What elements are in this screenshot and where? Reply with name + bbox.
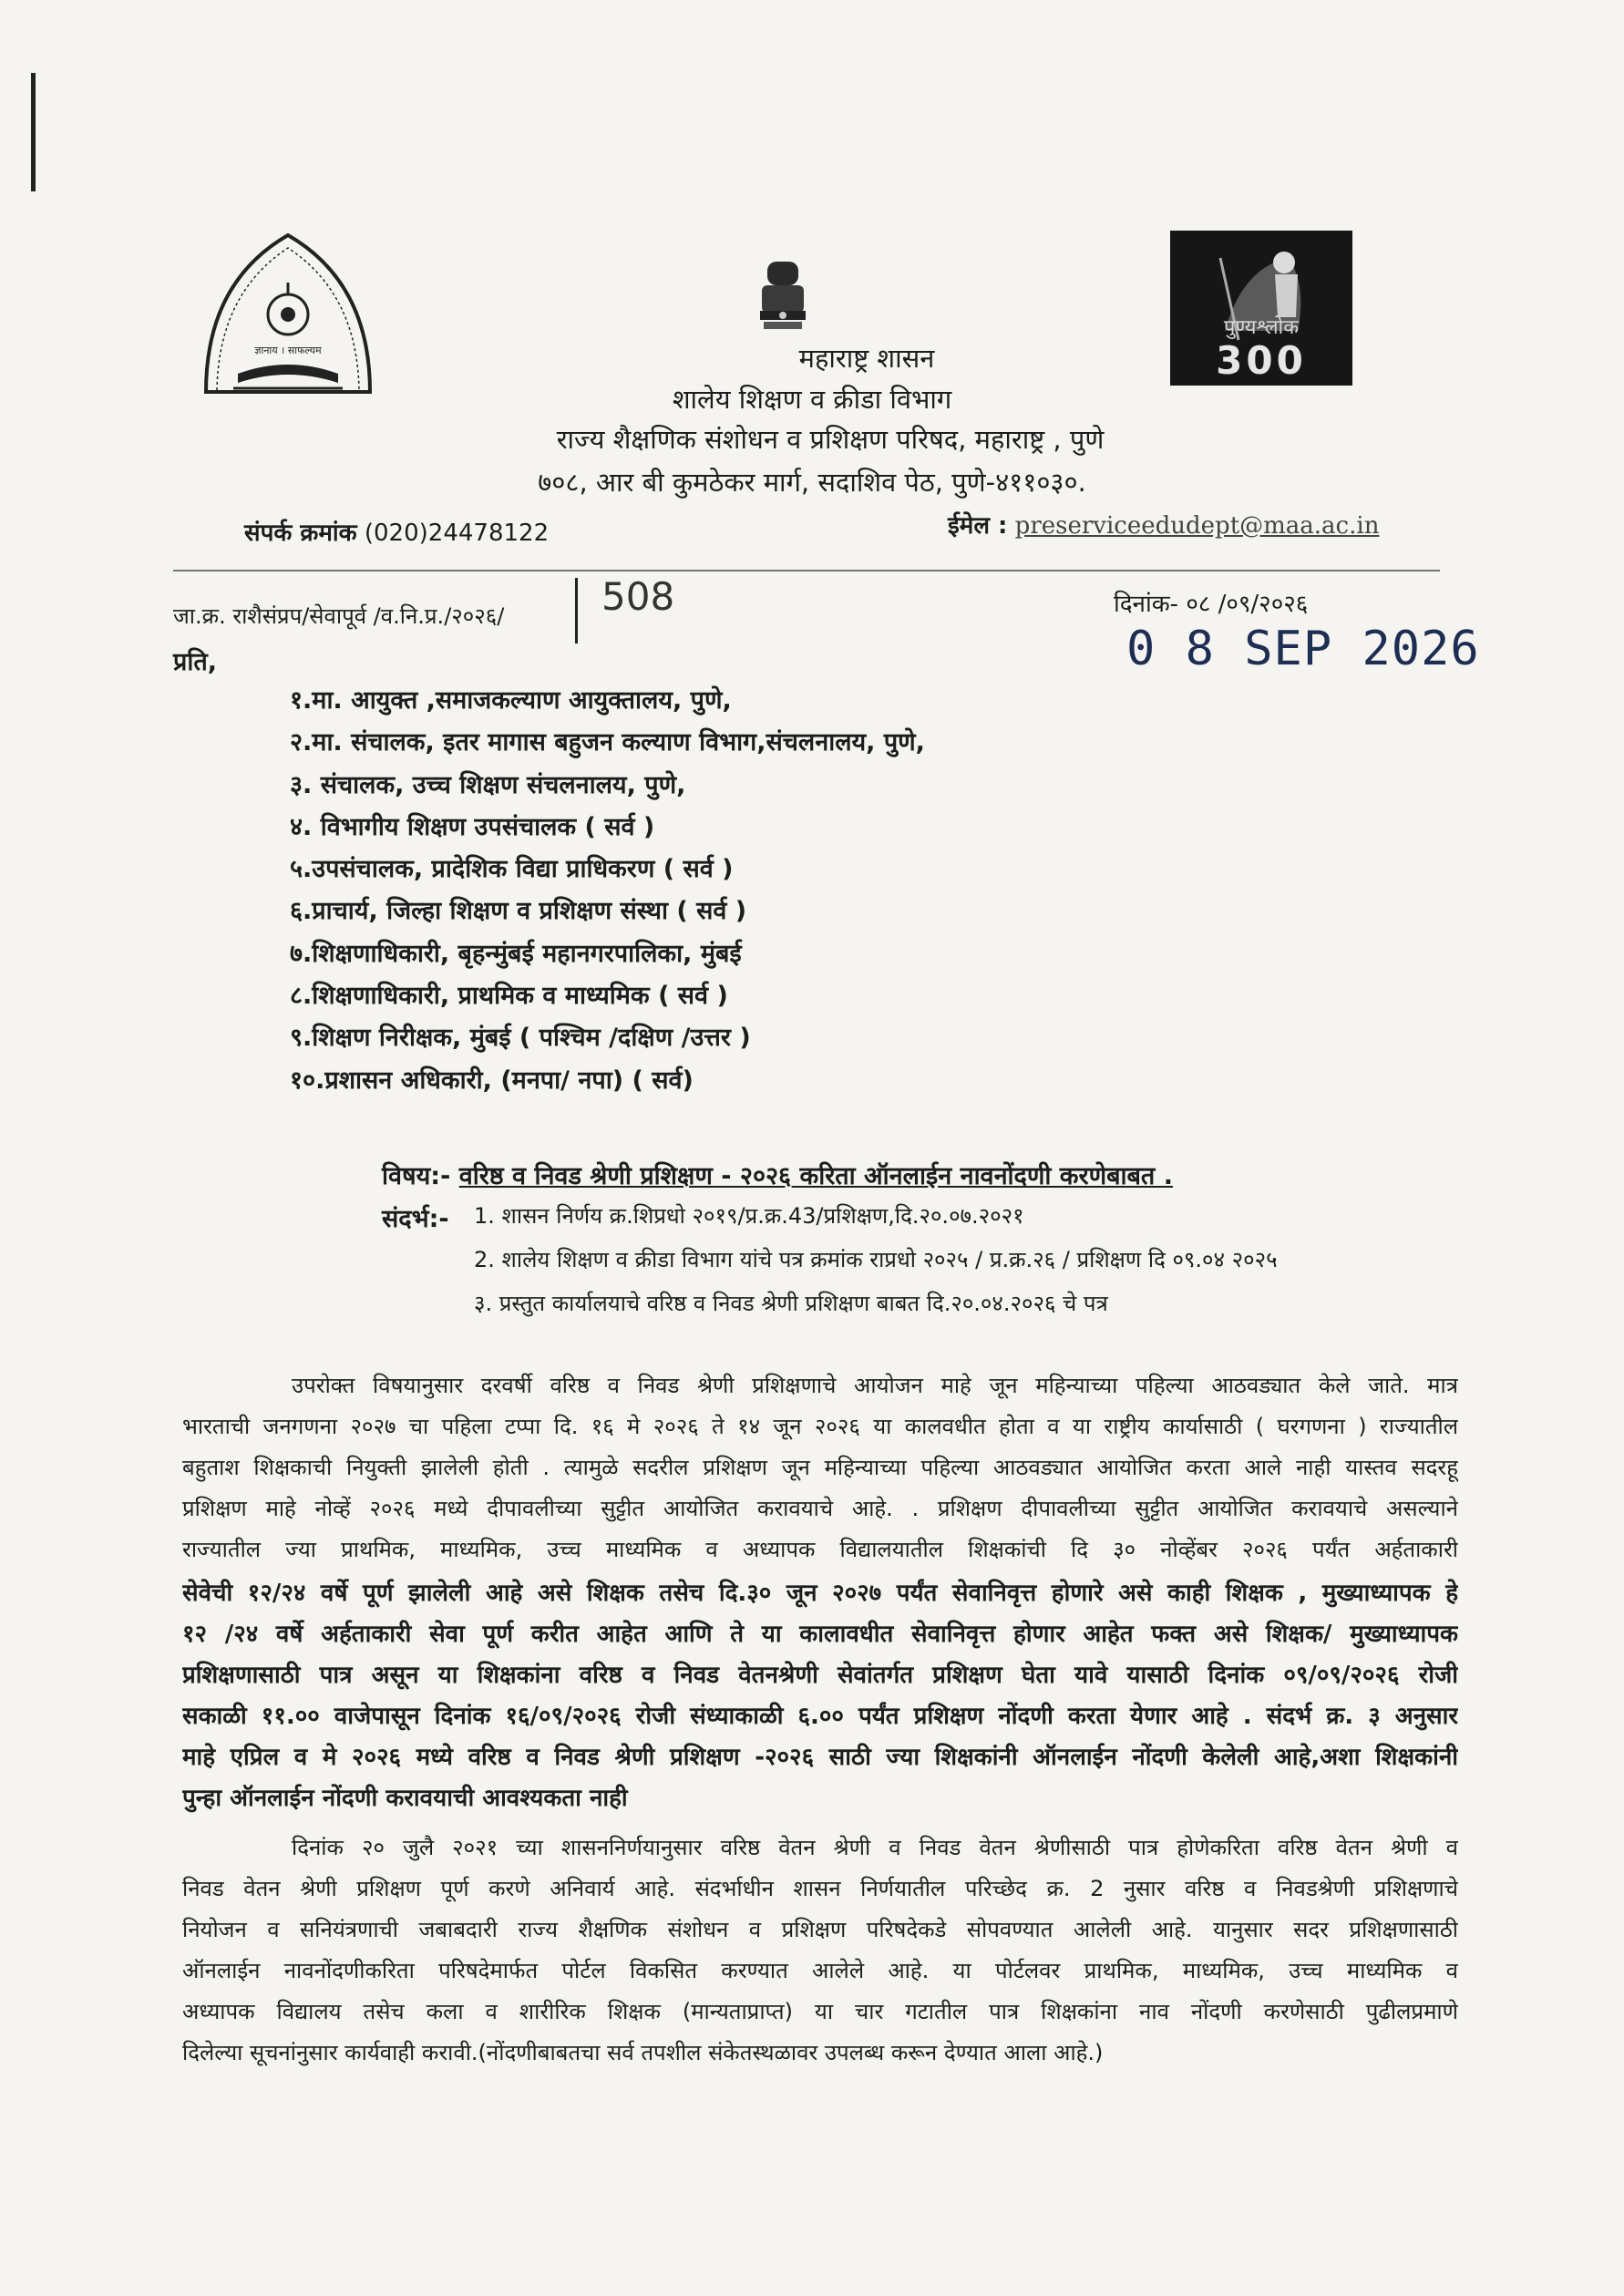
date-stamp: 0 8 SEP 2026 [1126,622,1480,676]
paragraph-line: नियोजन व सनियंत्रणाची जबाबदारी राज्य शैक्षणिक संशोधन व प्रशिक्षण परिषदेकडे सोपवण्यात आलेली आहे. यानुसार सदर प्रशिक्षणासाठी [182,1917,1458,1942]
subject-text: वरिष्ठ व निवड श्रेणी प्रशिक्षण - २०२६ करिता ऑनलाईन नावनोंदणी करणेबाबत . [458,1162,1173,1190]
paragraph-line: भारताची जनगणना २०२७ चा पहिला टप्पा दि. १६ मे २०२६ ते १४ जून २०२६ या कालवधीत होता व या राष्ट्रीय कार्यासाठी ( घरगणना ) राज्यातील [182,1414,1458,1439]
letter-date: दिनांक- ०८ /०९/२०२६ [1114,591,1309,618]
email-info [948,508,1379,541]
anniversary-logo-number: 300 [1216,338,1307,383]
header-divider [173,570,1440,571]
paragraph-line: उपरोक्त विषयानुसार दरवर्षी वरिष्ठ व निवड श्रेणी प्रशिक्षणाचे आयोजन माहे जून महिन्याच्या पहिल्या आठवड्यात केले जाते. मात्र [292,1373,1458,1398]
body-paragraph-2 [182,1832,1458,2078]
reference-item: 1. शासन निर्णय क्र.शिप्रधो २०१९/प्र.क्र.43/प्रशिक्षण,दि.२०.०७.२०२१ [474,1203,1024,1229]
paragraph-line: निवड वेतन श्रेणी प्रशिक्षण पूर्ण करणे अनिवार्य आहे. संदर्भाधीन शासन निर्णयातील परिच्छेद क्र. 2 नुसार वरिष्ठ व निवडश्रेणी प्रशिक्षणाचे [182,1876,1458,1901]
recipient-item: ९.शिक्षण निरीक्षक, मुंबई ( पश्चिम /दक्षिण /उत्तर ) [290,1024,751,1053]
recipient-item: १०.प्रशासन अधिकारी, (मनपा/ नपा) ( सर्व) [290,1066,694,1095]
govt-name: महाराष्ट्र शासन [798,343,935,374]
anniversary-logo-text: पुण्यश्लोक [1223,316,1300,339]
national-emblem-icon [755,258,811,335]
contact-number: (020)24478122 [364,520,550,547]
reference-item: 2. शालेय शिक्षण व क्रीडा विभाग यांचे पत्र क्रमांक राप्रधो २०२५ / प्र.क्र.२६ / प्रशिक्षण दि ०९.०४ २०२५ [474,1247,1278,1272]
office-address: ७०८, आर बी कुमठेकर मार्ग, सदाशिव पेठ, पुणे-४११०३०. [538,467,1086,498]
references-label: संदर्भ:- [382,1205,449,1233]
council-name: राज्य शैक्षणिक संशोधन व प्रशिक्षण परिषद, महाराष्ट्र , पुणे [556,424,1105,455]
reference-item: ३. प्रस्तुत कार्यालयाचे वरिष्ठ व निवड श्रेणी प्रशिक्षण बाबत दि.२०.०४.२०२६ चे पत्र [474,1291,1108,1316]
references-list [474,1200,1278,1332]
subject-line [382,1158,1173,1191]
paragraph-line: सेवेची १२/२४ वर्षे पूर्ण झालेली आहे असे शिक्षक तसेच दि.३० जून २०२७ पर्यंत सेवानिवृत्त होणारे असे काही शिक्षक , मुख्याध्यापक हे [182,1580,1458,1607]
body-paragraph-1 [182,1370,1458,1821]
paragraph-line: दिनांक २० जुलै २०२१ च्या शासननिर्णयानुसार वरिष्ठ वेतन श्रेणी व निवड वेतन श्रेणीसाठी पात्र होणेकरिता वरिष्ठ वेतन श्रेणी व [292,1835,1458,1860]
paragraph-line: राज्यातील ज्या प्राथमिक, माध्यमिक, उच्च माध्यमिक व अध्यापक विद्यालयातील शिक्षकांची दि ३० नोव्हेंबर २०२६ पर्यंत अर्हताकारी [182,1537,1458,1562]
email-label: ईमेल : [948,512,1008,540]
margin-mark [31,73,36,191]
paragraph-line: पुन्हा ऑनलाईन नोंदणी करावयाची आवश्यकता नाही [182,1785,628,1812]
recipient-item: २.मा. संचालक, इतर मागास बहुजन कल्याण विभाग,संचलनालय, पुणे, [290,728,925,757]
handwritten-ref-number: 508 [601,574,675,619]
email-address-link[interactable]: preserviceedudept@maa.ac.in [1014,512,1380,540]
recipient-item: ४. विभागीय शिक्षण उपसंचालक ( सर्व ) [290,812,655,841]
paragraph-line: प्रशिक्षणासाठी पात्र असून या शिक्षकांना वरिष्ठ व निवड वेतनश्रेणी सेवांतर्गत प्रशिक्षण घेता यावे यासाठी दिनांक ०९/०९/२०२६ रोजी [182,1662,1458,1689]
paragraph-line: ऑनलाईन नावनोंदणीकरिता परिषदेमार्फत पोर्टल विकसित करण्यात आलेले आहे. या पोर्टलवर प्राथमिक, माध्यमिक, उच्च माध्यमिक व [182,1958,1458,1983]
contact-info [244,515,549,548]
recipient-item: ३. संचालक, उच्च शिक्षण संचलनालय, पुणे, [290,770,686,799]
paragraph-line: दिलेल्या सूचनांनुसार कार्यवाही करावी.(नोंदणीबाबतचा सर्व तपशील संकेतस्थळावर उपलब्ध करून देण्यात आला आहे.) [182,2040,1104,2065]
seal-caption: ज्ञानाय । साफल्यम [254,345,322,356]
paragraph-line: १२ /२४ वर्षे अर्हताकारी सेवा पूर्ण करीत आहेत आणि ते या कालावधीत सेवानिवृत्त होणार आहेत फक्त असे शिक्षक/ मुख्याध्यापक [182,1621,1458,1648]
recipient-item: ५.उपसंचालक, प्रादेशिक विद्या प्राधिकरण ( सर्व ) [290,855,734,884]
paragraph-line: बहुताश शिक्षकाची नियुक्ती झालेली होती . त्यामुळे सदरील प्रशिक्षण जून महिन्याच्या पहिल्या आठवड्यात आयोजित करता आले नाही यास्तव सदरहू [182,1455,1458,1480]
paragraph-line: अध्यापक विद्यालय तसेच कला व शारीरिक शिक्षक (मान्यताप्राप्त) या चार गटातील पात्र शिक्षकांना नाव नोंदणी करणेसाठी पुढीलप्रमाणे [182,1999,1458,2024]
salutation: प्रति, [173,648,218,676]
recipient-item: १.मा. आयुक्त ,समाजकल्याण आयुक्तालय, पुणे, [290,686,732,715]
recipient-item: ७.शिक्षणाधिकारी, बृहन्मुंबई महानगरपालिका, मुंबई [290,939,742,968]
paragraph-line: माहे एप्रिल व मे २०२६ मध्ये वरिष्ठ व निवड श्रेणी प्रशिक्षण -२०२६ साठी ज्या शिक्षकांनी ऑनलाईन नोंदणी केलेली आहे,अशा शिक्षकांनी [182,1744,1458,1771]
reference-number: जा.क्र. राशैसंप्रप/सेवापूर्व /व.नि.प्र./२०२६/ [173,603,505,629]
contact-label: संपर्क क्रमांक [244,520,357,547]
recipient-list [290,682,925,1104]
department-name: शालेय शिक्षण व क्रीडा विभाग [672,384,952,415]
paragraph-line: सकाळी ११.०० वाजेपासून दिनांक १६/०९/२०२६ रोजी संध्याकाळी ६.०० पर्यंत प्रशिक्षण नोंदणी करता येणार आहे . संदर्भ क्र. ३ अनुसार [182,1703,1458,1730]
paragraph-line: प्रशिक्षण माहे नोव्हें २०२६ मध्ये दीपावलीच्या सुट्टीत आयोजित करावयाचे आहे. . प्रशिक्षण दीपावलीच्या सुट्टीत आयोजित करावयाचे असल्याने [182,1496,1458,1521]
recipient-item: ६.प्राचार्य, जिल्हा शिक्षण व प्रशिक्षण संस्था ( सर्व ) [290,897,747,926]
recipient-item: ८.शिक्षणाधिकारी, प्राथमिक व माध्यमिक ( सर्व ) [290,982,728,1011]
handwritten-bar [575,578,578,643]
subject-label: विषय:- [382,1162,451,1190]
